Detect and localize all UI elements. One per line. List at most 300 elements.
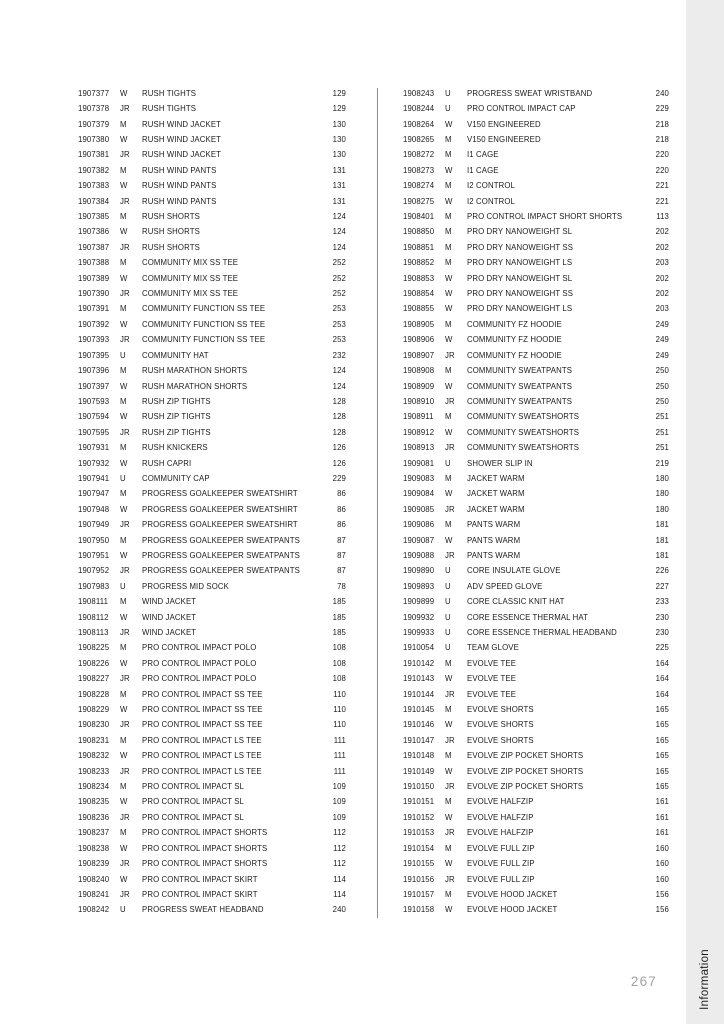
product-name: CORE INSULATE GLOVE: [467, 567, 561, 576]
product-name: COMMUNITY SWEATPANTS: [467, 382, 573, 391]
article-number: 1909083: [403, 474, 435, 483]
size-code: M: [445, 136, 452, 144]
article-number: 1908232: [78, 752, 110, 761]
article-number: 1907948: [78, 505, 110, 514]
article-number: 1908240: [78, 875, 110, 884]
article-number: 1908272: [403, 151, 435, 160]
product-name: I2 CONTROL: [467, 182, 515, 191]
table-row: [403, 502, 669, 517]
size-code: M: [120, 166, 127, 175]
page-ref: 250: [655, 367, 669, 375]
product-name: V150 ENGINEERED: [467, 136, 541, 144]
section-side-strip: [686, 0, 724, 1024]
size-code: M: [445, 890, 452, 899]
size-code: U: [120, 582, 126, 591]
product-name: COMMUNITY SWEATSHORTS: [467, 444, 580, 452]
table-row: [78, 317, 346, 332]
size-code: M: [120, 367, 127, 375]
article-number: 1908238: [78, 844, 110, 853]
page-ref: 130: [332, 151, 346, 160]
article-number: 1907947: [78, 490, 110, 499]
article-number: 1907931: [78, 444, 110, 452]
table-row: [403, 348, 669, 363]
product-name: PRO DRY NANOWEIGHT SS: [467, 290, 574, 298]
article-number: 1908853: [403, 274, 435, 283]
page-ref: 109: [332, 813, 346, 822]
size-code: W: [445, 120, 453, 129]
table-row: [403, 425, 669, 440]
size-code: M: [120, 213, 127, 221]
size-code: W: [120, 706, 128, 714]
page-ref: 86: [337, 490, 346, 499]
size-code: U: [120, 351, 126, 360]
table-row: [403, 302, 669, 317]
table-row: [403, 394, 669, 409]
size-code: M: [445, 228, 452, 237]
page-ref: 160: [655, 844, 669, 853]
table-row: [78, 194, 346, 209]
size-code: W: [120, 382, 128, 391]
product-name: PRO CONTROL IMPACT SS TEE: [142, 721, 263, 730]
size-code: U: [120, 474, 126, 483]
article-number: 1908854: [403, 290, 435, 298]
table-row: [403, 718, 669, 733]
table-row: [78, 271, 346, 286]
size-code: W: [445, 305, 453, 314]
article-number: 1907382: [78, 166, 110, 175]
product-name: EVOLVE ZIP POCKET SHORTS: [467, 752, 584, 761]
table-row: [78, 487, 346, 502]
table-row: [403, 379, 669, 394]
product-name: PROGRESS GOALKEEPER SWEATSHIRT: [142, 490, 298, 499]
product-name: EVOLVE HALFZIP: [467, 829, 534, 838]
product-name: EVOLVE HALFZIP: [467, 798, 534, 807]
size-code: W: [445, 197, 453, 206]
product-name: TEAM GLOVE: [467, 644, 519, 653]
article-number: 1908855: [403, 305, 435, 314]
page-ref: 180: [655, 505, 669, 514]
page-ref: 185: [332, 598, 346, 606]
table-row: [403, 101, 669, 116]
table-row: [78, 302, 346, 317]
article-number: 1910155: [403, 860, 435, 868]
page-ref: 126: [332, 459, 346, 468]
product-name: PRO CONTROL IMPACT SHORTS: [142, 844, 268, 853]
size-code: M: [120, 829, 127, 838]
size-code: W: [120, 844, 128, 853]
product-name: PRO DRY NANOWEIGHT LS: [467, 259, 573, 268]
page-ref: 233: [655, 598, 669, 606]
table-row: [403, 240, 669, 255]
table-row: [78, 903, 346, 918]
page-ref: 165: [655, 736, 669, 745]
size-code: M: [445, 151, 452, 160]
table-row: [403, 903, 669, 918]
page-ref: 124: [332, 367, 346, 375]
table-row: [78, 625, 346, 640]
article-number: 1908239: [78, 860, 110, 868]
product-name: PRO CONTROL IMPACT SKIRT: [142, 875, 258, 884]
product-name: COMMUNITY FUNCTION SS TEE: [142, 305, 266, 314]
table-row: [78, 456, 346, 471]
product-name: I1 CAGE: [467, 166, 499, 175]
table-row: [403, 533, 669, 548]
index-column-right: [403, 86, 669, 918]
size-code: JR: [445, 397, 455, 406]
size-code: W: [120, 89, 128, 98]
product-name: I2 CONTROL: [467, 197, 515, 206]
page-ref: 109: [332, 783, 346, 791]
page-ref: 78: [337, 582, 346, 591]
product-name: EVOLVE FULL ZIP: [467, 860, 535, 868]
page-ref: 251: [655, 444, 669, 452]
table-row: [403, 795, 669, 810]
size-code: M: [120, 536, 127, 545]
article-number: 1908264: [403, 120, 435, 129]
table-row: [78, 533, 346, 548]
page-ref: 156: [655, 890, 669, 899]
size-code: U: [120, 906, 126, 915]
article-number: 1909893: [403, 582, 435, 591]
product-name: COMMUNITY FZ HOODIE: [467, 351, 562, 360]
article-number: 1908226: [78, 659, 110, 668]
page-ref: 108: [332, 644, 346, 653]
table-row: [403, 117, 669, 132]
page-ref: 128: [332, 428, 346, 437]
article-number: 1910154: [403, 844, 435, 853]
article-number: 1908225: [78, 644, 110, 653]
article-number: 1909890: [403, 567, 435, 576]
article-number: 1908907: [403, 351, 435, 360]
article-number: 1908909: [403, 382, 435, 391]
product-name: COMMUNITY FUNCTION SS TEE: [142, 320, 266, 329]
page-ref: 181: [655, 551, 669, 560]
size-code: W: [445, 813, 453, 822]
page-ref: 129: [332, 89, 346, 98]
article-number: 1909899: [403, 598, 435, 606]
page-ref: 225: [655, 644, 669, 653]
article-number: 1910054: [403, 644, 435, 653]
page-ref: 124: [332, 382, 346, 391]
table-row: [403, 317, 669, 332]
table-row: [78, 502, 346, 517]
product-name: WIND JACKET: [142, 598, 197, 606]
size-code: W: [445, 166, 453, 175]
article-number: 1908233: [78, 767, 110, 776]
product-name: V150 ENGINEERED: [467, 120, 541, 129]
size-code: M: [120, 490, 127, 499]
table-row: [78, 132, 346, 147]
size-code: W: [445, 274, 453, 283]
product-name: COMMUNITY SWEATSHORTS: [467, 413, 580, 422]
size-code: M: [120, 598, 127, 606]
product-name: CORE CLASSIC KNIT HAT: [467, 598, 565, 606]
article-number: 1910143: [403, 675, 435, 684]
page-ref: 202: [655, 290, 669, 298]
page-ref: 86: [337, 505, 346, 514]
page-ref: 124: [332, 243, 346, 252]
table-row: [78, 856, 346, 871]
page-ref: 229: [655, 105, 669, 113]
page-ref: 251: [655, 428, 669, 437]
product-name: COMMUNITY SWEATPANTS: [467, 367, 573, 375]
size-code: W: [120, 613, 128, 622]
article-number: 1910145: [403, 706, 435, 714]
product-name: PRO DRY NANOWEIGHT SL: [467, 228, 573, 237]
article-number: 1908228: [78, 690, 110, 699]
size-code: JR: [120, 860, 130, 868]
table-row: [403, 841, 669, 856]
size-code: JR: [445, 444, 455, 452]
page-ref: 161: [655, 798, 669, 807]
product-name: RUSH WIND PANTS: [142, 197, 217, 206]
product-name: PANTS WARM: [467, 551, 521, 560]
table-row: [403, 163, 669, 178]
table-row: [403, 826, 669, 841]
size-code: U: [445, 582, 451, 591]
table-row: [403, 810, 669, 825]
article-number: 1907385: [78, 213, 110, 221]
table-row: [403, 702, 669, 717]
table-row: [403, 209, 669, 224]
article-number: 1909086: [403, 521, 435, 529]
product-name: COMMUNITY CAP: [142, 474, 210, 483]
article-number: 1908905: [403, 320, 435, 329]
size-code: M: [445, 259, 452, 268]
size-code: U: [445, 105, 451, 113]
size-code: JR: [445, 551, 455, 560]
page-ref: 185: [332, 629, 346, 637]
table-row: [403, 779, 669, 794]
product-name: EVOLVE FULL ZIP: [467, 844, 535, 853]
article-number: 1908911: [403, 413, 434, 422]
page-ref: 113: [656, 213, 669, 221]
article-number: 1907391: [78, 305, 110, 314]
product-name: PROGRESS GOALKEEPER SWEATPANTS: [142, 536, 300, 545]
size-code: JR: [120, 197, 130, 206]
table-row: [403, 594, 669, 609]
page-ref: 249: [655, 351, 669, 360]
article-number: 1908852: [403, 259, 435, 268]
page-ref: 202: [655, 274, 669, 283]
article-number: 1908910: [403, 397, 435, 406]
product-name: RUSH WIND PANTS: [142, 182, 217, 191]
page-ref: 227: [655, 582, 669, 591]
article-number: 1908275: [403, 197, 435, 206]
article-number: 1910146: [403, 721, 435, 730]
table-row: [403, 548, 669, 563]
page-ref: 128: [332, 413, 346, 422]
page-ref: 249: [655, 320, 669, 329]
product-name: COMMUNITY HAT: [142, 351, 209, 360]
article-number: 1910152: [403, 813, 435, 822]
article-number: 1908113: [78, 629, 109, 637]
page-ref: 219: [655, 459, 669, 468]
page-ref: 203: [655, 259, 669, 268]
table-row: [78, 163, 346, 178]
article-number: 1910147: [403, 736, 435, 745]
size-code: W: [120, 182, 128, 191]
article-number: 1910158: [403, 906, 435, 915]
product-name: RUSH SHORTS: [142, 228, 200, 237]
article-number: 1907392: [78, 320, 110, 329]
product-name: RUSH WIND PANTS: [142, 166, 217, 175]
article-number: 1908236: [78, 813, 110, 822]
article-number: 1907386: [78, 228, 110, 237]
article-number: 1908111: [78, 598, 109, 606]
product-name: RUSH MARATHON SHORTS: [142, 367, 248, 375]
page-ref: 230: [655, 629, 669, 637]
article-number: 1907390: [78, 290, 110, 298]
table-row: [78, 548, 346, 563]
product-name: PRO CONTROL IMPACT SHORT SHORTS: [467, 213, 623, 221]
table-row: [78, 148, 346, 163]
article-number: 1909085: [403, 505, 435, 514]
product-name: PRO CONTROL IMPACT SL: [142, 798, 245, 807]
size-code: U: [445, 89, 451, 98]
page-ref: 87: [337, 567, 346, 576]
article-number: 1910157: [403, 890, 435, 899]
product-name: EVOLVE HOOD JACKET: [467, 906, 558, 915]
size-code: W: [445, 675, 453, 684]
size-code: M: [445, 798, 452, 807]
page-ref: 226: [655, 567, 669, 576]
article-number: 1907388: [78, 259, 110, 268]
product-name: PRO CONTROL IMPACT LS TEE: [142, 736, 262, 745]
size-code: U: [445, 644, 451, 653]
size-code: JR: [120, 428, 130, 437]
size-code: W: [445, 536, 453, 545]
product-name: COMMUNITY SWEATSHORTS: [467, 428, 580, 437]
product-name: COMMUNITY MIX SS TEE: [142, 259, 239, 268]
size-code: W: [445, 336, 453, 345]
article-number: 1907395: [78, 351, 110, 360]
size-code: M: [120, 305, 127, 314]
article-number: 1909933: [403, 629, 435, 637]
section-tab-information: [686, 949, 724, 1010]
page-ref: 160: [655, 860, 669, 868]
article-number: 1907595: [78, 428, 110, 437]
page-ref: 111: [333, 736, 346, 745]
size-code: W: [120, 505, 128, 514]
table-row: [403, 671, 669, 686]
size-code: JR: [120, 105, 130, 113]
size-code: JR: [445, 505, 455, 514]
product-name: COMMUNITY SWEATPANTS: [467, 397, 573, 406]
table-row: [403, 733, 669, 748]
page-ref: 240: [332, 906, 346, 915]
table-row: [78, 394, 346, 409]
page-ref: 181: [655, 521, 669, 529]
size-code: W: [120, 413, 128, 422]
size-code: M: [445, 413, 452, 422]
article-number: 1908850: [403, 228, 435, 237]
page-ref: 218: [655, 120, 669, 129]
size-code: M: [120, 736, 127, 745]
table-row: [403, 271, 669, 286]
page-ref: 220: [655, 151, 669, 160]
product-name: PRO CONTROL IMPACT LS TEE: [142, 767, 262, 776]
article-number: 1908230: [78, 721, 110, 730]
product-name: RUSH ZIP TIGHTS: [142, 428, 211, 437]
article-number: 1910142: [403, 659, 435, 668]
page-ref: 130: [332, 120, 346, 129]
product-name: SHOWER SLIP IN: [467, 459, 533, 468]
product-name: PRO DRY NANOWEIGHT SS: [467, 243, 574, 252]
article-number: 1907932: [78, 459, 110, 468]
table-row: [78, 255, 346, 270]
size-code: M: [445, 752, 452, 761]
article-number: 1910150: [403, 783, 435, 791]
table-row: [403, 887, 669, 902]
size-code: W: [120, 551, 128, 560]
table-row: [78, 471, 346, 486]
article-number: 1907951: [78, 551, 110, 560]
size-code: M: [120, 644, 127, 653]
size-code: JR: [445, 783, 455, 791]
size-code: W: [445, 428, 453, 437]
page-ref: 111: [333, 767, 346, 776]
table-row: [403, 255, 669, 270]
product-name: PRO CONTROL IMPACT POLO: [142, 659, 257, 668]
size-code: JR: [445, 736, 455, 745]
article-number: 1908229: [78, 706, 110, 714]
product-name: PRO CONTROL IMPACT SHORTS: [142, 860, 268, 868]
size-code: M: [445, 844, 452, 853]
article-number: 1907593: [78, 397, 110, 406]
size-code: JR: [120, 721, 130, 730]
page-ref: 181: [655, 536, 669, 545]
size-code: W: [120, 752, 128, 761]
article-number: 1910144: [403, 690, 435, 699]
article-number: 1908235: [78, 798, 110, 807]
table-row: [403, 148, 669, 163]
page-ref: 128: [332, 397, 346, 406]
product-name: RUSH SHORTS: [142, 243, 200, 252]
product-name: RUSH WIND JACKET: [142, 136, 222, 144]
table-row: [403, 656, 669, 671]
page-ref: 251: [655, 413, 669, 422]
product-name: PROGRESS GOALKEEPER SWEATPANTS: [142, 551, 300, 560]
table-row: [78, 610, 346, 625]
table-row: [78, 887, 346, 902]
table-row: [78, 517, 346, 532]
size-code: M: [445, 706, 452, 714]
size-code: M: [445, 521, 452, 529]
size-code: W: [120, 228, 128, 237]
page-ref: 131: [332, 197, 346, 206]
article-number: 1907941: [78, 474, 110, 483]
table-row: [78, 564, 346, 579]
table-row: [403, 471, 669, 486]
product-name: PRO CONTROL IMPACT LS TEE: [142, 752, 262, 761]
table-row: [78, 86, 346, 101]
page-ref: 249: [655, 336, 669, 345]
article-number: 1908265: [403, 136, 435, 144]
size-code: JR: [120, 890, 130, 899]
page-ref: 253: [332, 336, 346, 345]
index-column-left: [78, 86, 346, 918]
size-code: JR: [120, 243, 130, 252]
page-ref: 109: [332, 798, 346, 807]
size-code: U: [445, 459, 451, 468]
size-code: U: [445, 598, 451, 606]
page-ref: 108: [332, 659, 346, 668]
article-number: 1908241: [78, 890, 110, 899]
product-name: COMMUNITY FZ HOODIE: [467, 320, 562, 329]
table-row: [78, 810, 346, 825]
table-row: [403, 517, 669, 532]
